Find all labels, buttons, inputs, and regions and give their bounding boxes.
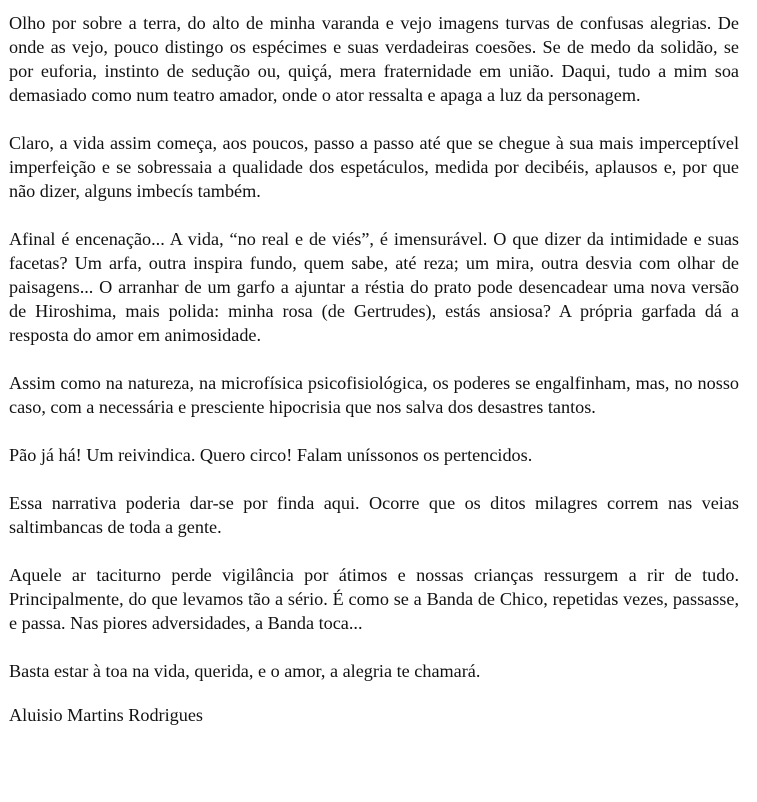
document-body: [9, 11, 739, 727]
paragraph: Olho por sobre a terra, do alto de minha varanda e vejo imagens turvas de confusas alegrias. De onde as vejo, pouco distingo os espécimes e suas verdadeiras coesões. Se de medo da solidão, se por euforia, instinto de sedução ou, quiçá, mera fraternidade em união. Daqui, tudo a mim soa demasiado como num teatro amador, onde o ator ressalta e apaga a luz da personagem.: [9, 13, 739, 105]
paragraph: Basta estar à toa na vida, querida, e o amor, a alegria te chamará.: [9, 661, 481, 681]
paragraph: Afinal é encenação... A vida, “no real e de viés”, é imensurável. O que dizer da intimidade e suas facetas? Um arfa, outra inspira fundo, quem sabe, até reza; um mira, outra desvia com olhar de paisagens... O arranhar de um garfo a ajuntar a réstia do prato pode desencadear uma nova versão de Hiroshima, mais polida: minha rosa (de Gertrudes), estás ansiosa? A própria garfada dá a resposta do amor em animosidade.: [9, 229, 739, 345]
paragraph: Assim como na natureza, na microfísica psicofisiológica, os poderes se engalfinham, mas, no nosso caso, com a necessária e presciente hipocrisia que nos salva dos desastres tantos.: [9, 373, 739, 417]
paragraph: Essa narrativa poderia dar-se por finda aqui. Ocorre que os ditos milagres correm nas veias saltimbancas de toda a gente.: [9, 493, 739, 537]
author-signature: Aluisio Martins Rodrigues: [9, 705, 203, 725]
paragraph: Aquele ar taciturno perde vigilância por átimos e nossas crianças ressurgem a rir de tudo. Principalmente, do que levamos tão a sério. É como se a Banda de Chico, repetidas vezes, passasse, e passa. Nas piores adversidades, a Banda toca...: [9, 565, 739, 633]
paragraph: Claro, a vida assim começa, aos poucos, passo a passo até que se chegue à sua mais imperceptível imperfeição e se sobressaia a qualidade dos espetáculos, medida por decibéis, aplausos e, por que não dizer, alguns imbecís também.: [9, 133, 739, 201]
paragraph: Pão já há! Um reivindica. Quero circo! Falam uníssonos os pertencidos.: [9, 445, 533, 465]
